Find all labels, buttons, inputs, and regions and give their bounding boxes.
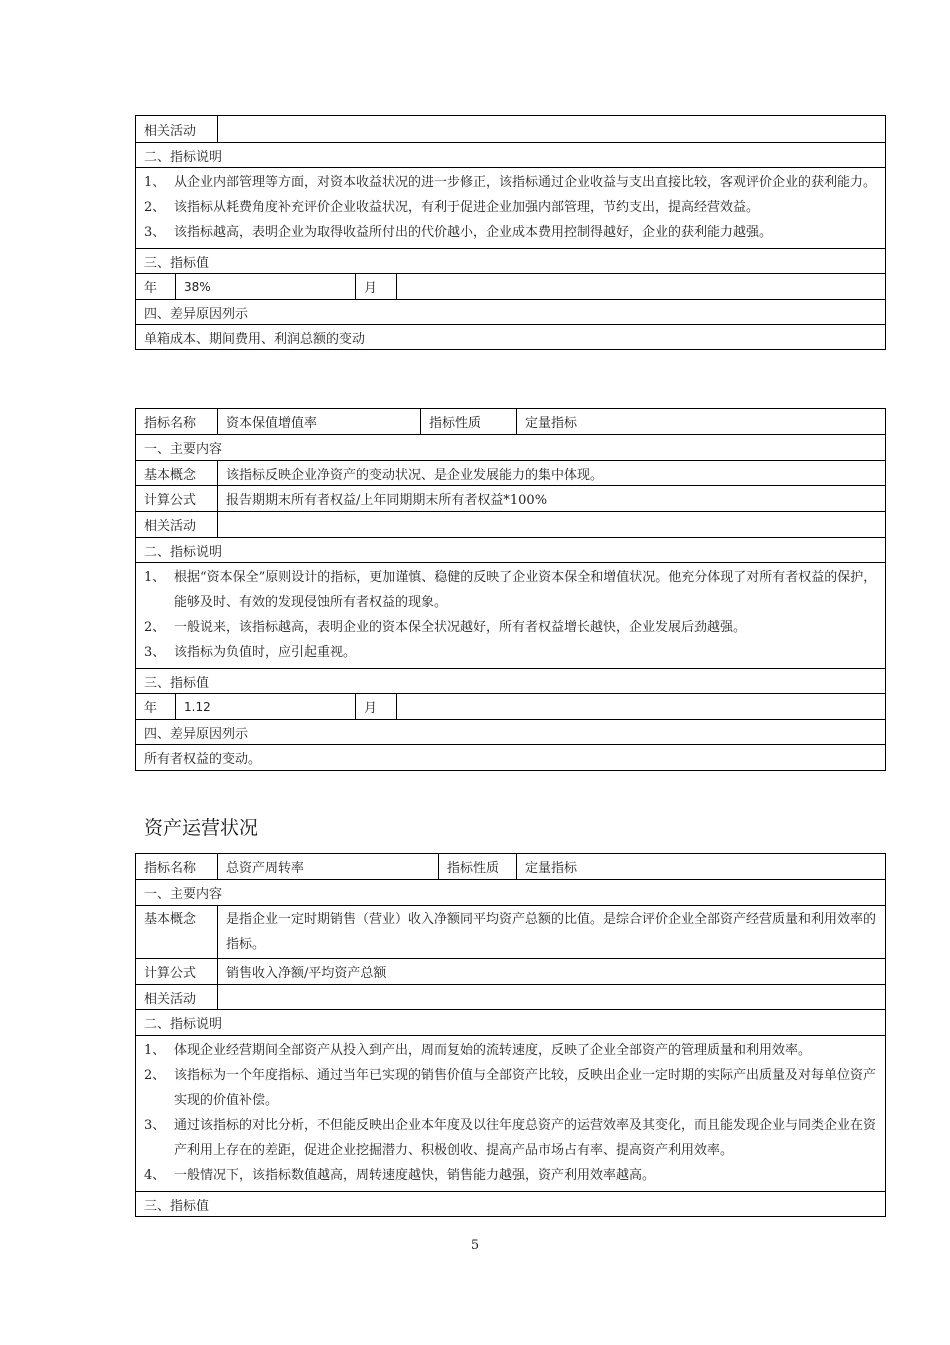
reasons-text: 单箱成本、期间费用、利润总额的变动 [144,331,366,347]
concept-label: 基本概念 [144,467,197,483]
indicator-nature-label: 指标性质 [420,409,516,434]
month-value [396,694,885,719]
item-text: 该指标为一个年度指标、通过当年已实现的销售价值与全部资产比较，反映出企业一定时期的实际产出质量及对每单位资产实现的价值补偿。 [174,1068,877,1108]
list-item [144,615,877,640]
explanation-list [136,168,885,248]
section-3-title: 三、指标值 [144,1198,210,1214]
item-number: 4、 [144,1168,166,1183]
year-value: 1.12 [175,694,355,719]
indicator-name-value: 总资产周转率 [217,854,438,879]
item-number: 2、 [144,620,166,635]
section-4-header [136,299,885,324]
value-row [136,273,885,299]
formula-value: 报告期期末所有者权益/上年同期期末所有者权益*100% [217,486,885,511]
formula-label: 计算公式 [144,493,197,508]
section-1-header [136,434,885,460]
section-1-title: 一、主要内容 [144,887,223,902]
value-row [136,693,885,719]
related-activity-value [217,985,885,1009]
month-label: 月 [355,694,396,719]
item-text: 通过该指标的对比分析，不但能反映出企业本年度及以往年度总资产的运营效率及其变化，而且能发现企业与同类企业在资产利用上存在的差距，促进企业挖掘潜力、积极创收、提高产品市场占有率、提高资产利用效率。 [174,1118,877,1158]
concept-label: 基本概念 [144,912,197,927]
item-text: 该指标为负值时，应引起重视。 [174,645,357,660]
list-item [144,640,877,665]
item-number: 3、 [144,1118,166,1133]
month-value [396,274,885,299]
item-number: 1、 [144,570,166,585]
item-number: 3、 [144,645,166,660]
section-3-header [136,248,885,273]
item-number: 2、 [144,200,166,215]
explanation-list [136,563,885,668]
indicator-name-value: 资本保值增值率 [217,409,420,434]
section-3-header [136,1191,885,1216]
explanation-list [136,1036,885,1191]
related-activity-row [136,511,885,537]
section-1-header [136,879,885,905]
year-label: 年 [144,281,158,296]
section-heading: 资产运营状况 [144,817,259,839]
related-activity-label: 相关活动 [144,123,197,139]
formula-row [136,485,885,511]
formula-label: 计算公式 [144,966,197,981]
section-2-title: 二、指标说明 [144,1017,223,1032]
section-3-header [136,668,885,693]
explanation-row [136,167,885,248]
related-activity-value [217,512,885,537]
related-activity-value [217,116,885,142]
month-label: 月 [355,274,396,299]
related-activity-label: 相关活动 [144,519,197,534]
indicator-table-cost-profit [135,115,886,350]
section-3-title: 三、指标值 [144,675,210,691]
explanation-row [136,562,885,668]
item-text: 根据“资本保全”原则设计的指标，更加谨慎、稳健的反映了企业资本保全和增值状况。他充分体现了对所有者权益的保护，能够及时、有效的发现侵蚀所有者权益的现象。 [174,570,877,610]
list-item [144,220,877,245]
section-3-title: 三、指标值 [144,255,210,271]
explanation-row [136,1035,885,1191]
indicator-name-label: 指标名称 [144,416,197,431]
item-text: 从企业内部管理等方面，对资本收益状况的进一步修正，该指标通过企业收益与支出直接比较，客观评价企业的获利能力。 [174,175,877,190]
year-value: 38% [175,274,355,299]
indicator-nature-value: 定量指标 [516,854,885,879]
section-1-title: 一、主要内容 [144,442,223,457]
item-text: 该指标从耗费角度补充评价企业收益状况，有利于促进企业加强内部管理，节约支出，提高经营效益。 [174,200,760,215]
section-2-header [136,537,885,562]
list-item [144,565,877,615]
item-text: 体现企业经营期间全部资产从投入到产出，周而复始的流转速度，反映了企业全部资产的管理质量和利用效率。 [174,1043,812,1058]
indicator-table-capital-maintenance [135,408,886,771]
reasons-row [136,744,885,770]
item-text: 该指标越高，表明企业为取得收益所付出的代价越小，企业成本费用控制得越好，企业的获利能力越强。 [174,225,773,240]
section-2-title: 二、指标说明 [144,544,223,560]
section-2-title: 二、指标说明 [144,149,223,165]
concept-row [136,460,885,485]
item-number: 1、 [144,175,166,190]
reasons-row [136,324,885,349]
section-4-header [136,719,885,744]
section-2-header [136,1009,885,1035]
list-item [144,1113,877,1163]
name-row [136,854,885,879]
related-activity-label: 相关活动 [144,991,197,1007]
indicator-nature-label: 指标性质 [438,854,516,879]
list-item [144,170,877,195]
related-activity-row [136,984,885,1009]
indicator-table-asset-turnover [135,853,886,1217]
indicator-name-label: 指标名称 [144,861,197,876]
concept-value: 该指标反映企业净资产的变动状况、是企业发展能力的集中体现。 [217,461,885,485]
year-label: 年 [144,701,158,716]
section-4-title: 四、差异原因列示 [144,306,249,322]
reasons-text: 所有者权益的变动。 [144,752,262,767]
list-item [144,1038,877,1063]
section-4-title: 四、差异原因列示 [144,726,249,742]
list-item [144,195,877,220]
item-text: 一般说来，该指标越高，表明企业的资本保全状况越好，所有者权益增长越快，企业发展后劲越强。 [174,620,747,635]
page-number: 5 [470,1238,480,1253]
formula-row [136,958,885,984]
item-number: 1、 [144,1043,166,1058]
item-text: 一般情况下，该指标数值越高，周转速度越快，销售能力越强，资产利用效率越高。 [174,1168,656,1183]
name-row [136,409,885,434]
item-number: 2、 [144,1068,166,1083]
concept-value: 是指企业一定时期销售（营业）收入净额同平均资产总额的比值。是综合评价企业全部资产经营质量和利用效率的指标。 [217,906,885,958]
section-2-header [136,142,885,167]
item-number: 3、 [144,225,166,240]
indicator-nature-value: 定量指标 [516,409,885,434]
list-item [144,1163,877,1188]
concept-row [136,905,885,958]
related-activity-row [136,116,885,142]
formula-value: 销售收入净额/平均资产总额 [217,959,885,984]
list-item [144,1063,877,1113]
